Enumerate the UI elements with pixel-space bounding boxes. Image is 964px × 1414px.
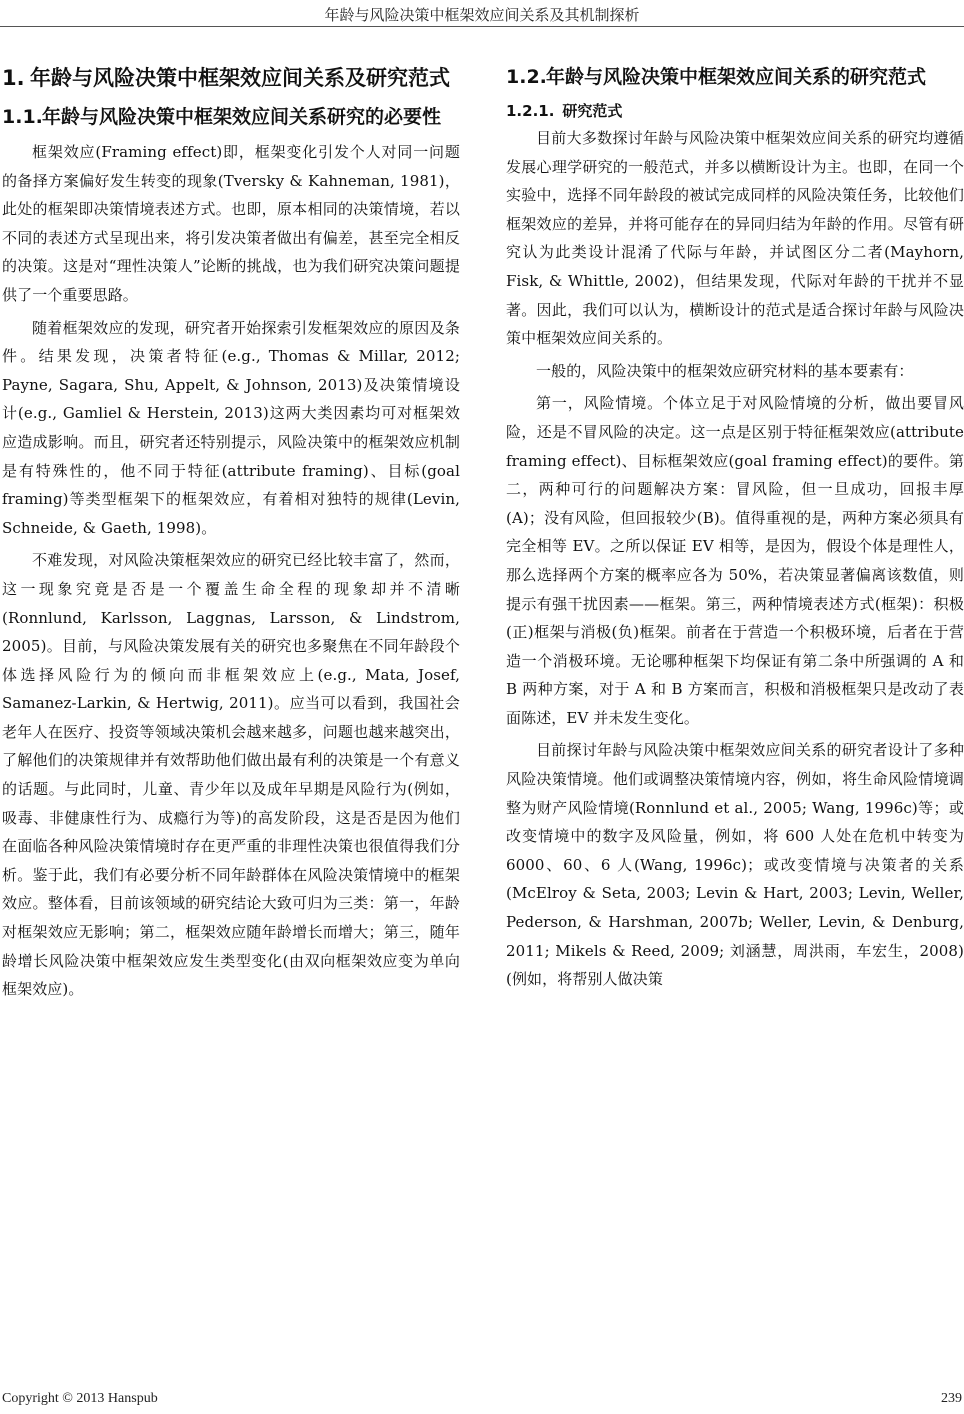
body-paragraph: 第一，风险情境。个体立足于对风险情境的分析，做出要冒风险，还是不冒风险的决定。这一点是区别于特征框架效应(attribute framing effect)、目标框架效应(goal framing effect)的要件。第二，两种可行的问题解决方案：冒风险，但一旦成功，回报丰厚(A)；没有风险，但回报较少(B)。值得重视的是，两种方案必须具有完全相等 EV。之所以保证 EV 相等，是因为，假设个体是理性人，那么选择两个方案的概率应各为 50%，若决策显著偏离该数值，则提示有强干扰因素——框架。第三，两种情境表述方式(框架)：积极(正)框架与消极(负)框架。前者在于营造一个积极环境，后者在于营造一个消极环境。无论哪种框架下均保证有第二条中所强调的 A 和 B 两种方案，对于 A 和 B 方案而言，积极和消极框架只是改动了表面陈述，EV 并未发生变化。	[506, 394, 964, 727]
subsection-title: 年龄与风险决策中框架效应间关系的研究范式	[546, 66, 927, 88]
copyright-notice: Copyright © 2013 Hanspub	[2, 1391, 158, 1406]
subsubsection-number: 1.2.1.	[506, 102, 555, 120]
body-paragraph: 目前探讨年龄与风险决策中框架效应间关系的研究者设计了多种风险决策情境。他们或调整决策情境内容，例如，将生命风险情境调整为财产风险情境(Ronnlund et al., 2005; Wang, 1996c)等；或改变情境中的数字及风险量，例如，将 600 人处在危机中转变为 6000、60、6 人(Wang, 1996c)；或改变情境与决策者的关系(McElroy & Seta, 2003; Levin & Hart, 2003; Levin, Weller, Pederson, & Harshman, 2007b; Weller, Levin, & Denburg, 2011; Mikels & Reed, 2009; 刘涵慧，周洪雨，车宏生，2008) (例如，将帮别人做决策	[506, 741, 964, 989]
subsection-heading	[2, 102, 460, 132]
section-heading	[2, 62, 460, 94]
subsection-title: 年龄与风险决策中框架效应间关系研究的必要性	[42, 106, 442, 128]
body-paragraph: 随着框架效应的发现，研究者开始探索引发框架效应的原因及条件。结果发现，决策者特征(e.g., Thomas & Millar, 2012; Payne, Sagara, Shu, Appelt, & Johnson, 2013)及决策情境设计(e.g., Gamliel & Herstein, 2013)这两大类因素均可对框架效应造成影响。而且，研究者还特别提示，风险决策中的框架效应机制是有特殊性的，他不同于特征(attribute framing)、目标(goal framing)等类型框架下的框架效应，有着相对独特的规律(Levin, Schneide, & Gaeth, 1998)。	[2, 318, 460, 537]
section-number: 1.	[2, 66, 25, 90]
body-paragraph: 目前大多数探讨年龄与风险决策中框架效应间关系的研究均遵循发展心理学研究的一般范式，并多以横断设计为主。也即，在同一个实验中，选择不同年龄段的被试完成同样的风险决策任务，比较他们框架效应的差异，并将可能存在的异同归结为年龄的作用。尽管有研究认为此类设计混淆了代际与年龄，并试图区分二者(Mayhorn, Fisk, & Whittle, 2002)，但结果发现，代际对年龄的干扰并不显著。因此，我们可以认为，横断设计的范式是适合探讨年龄与风险决策中框架效应间关系的。	[506, 129, 964, 348]
page-number: 239	[941, 1391, 962, 1406]
body-paragraph: 不难发现，对风险决策框架效应的研究已经比较丰富了，然而，这一现象究竟是否是一个覆盖生命全程的现象却并不清晰(Ronnlund, Karlsson, Laggnas, Larsson, & Lindstrom, 2005)。目前，与风险决策发展有关的研究也多聚焦在不同年龄段个体选择风险行为的倾向而非框架效应上(e.g., Mata, Josef, Samanez-Larkin, & Hertwig, 2011)。应当可以看到，我国社会老年人在医疗、投资等领域决策机会越来越多，问题也越来越突出，了解他们的决策规律并有效帮助他们做出最有利的决策是一个有意义的话题。与此同时，儿童、青少年以及成年早期是风险行为(例如，吸毒、非健康性行为、成瘾行为等)的高发阶段，这是否是因为他们在面临各种风险决策情境时存在更严重的非理性决策也很值得我们分析。鉴于此，我们有必要分析不同年龄群体在风险决策情境中的框架效应。整体看，目前该领域的研究结论大致可归为三类：第一，年龄对框架效应无影响；第二，框架效应随年龄增长而增大；第三，随年龄增长风险决策中框架效应发生类型变化(由双向框架效应变为单向框架效应)。	[2, 551, 460, 999]
subsubsection-heading	[506, 98, 964, 124]
subsection-number: 1.2.	[506, 66, 547, 88]
subsection-heading	[506, 62, 964, 92]
subsubsection-title: 研究范式	[562, 102, 623, 120]
left-column	[2, 48, 460, 1004]
header-rule	[0, 26, 964, 27]
right-column	[506, 48, 964, 994]
subsection-number: 1.1.	[2, 106, 43, 128]
running-title: 年龄与风险决策中框架效应间关系及其机制探析	[324, 6, 640, 24]
body-paragraph: 一般的，风险决策中的框架效应研究材料的基本要素有：	[536, 361, 914, 380]
section-title: 年龄与风险决策中框架效应间关系及研究范式	[30, 66, 450, 90]
body-paragraph: 框架效应(Framing effect)即，框架变化引发个人对同一问题的备择方案偏好发生转变的现象(Tversky & Kahneman, 1981)，此处的框架即决策情境表述方式。也即，原本相同的决策情境，若以不同的表述方式呈现出来，将引发决策者做出有偏差，甚至完全相反的决策。这是对“理性决策人”论断的挑战，也为我们研究决策问题提供了一个重要思路。	[2, 143, 460, 304]
